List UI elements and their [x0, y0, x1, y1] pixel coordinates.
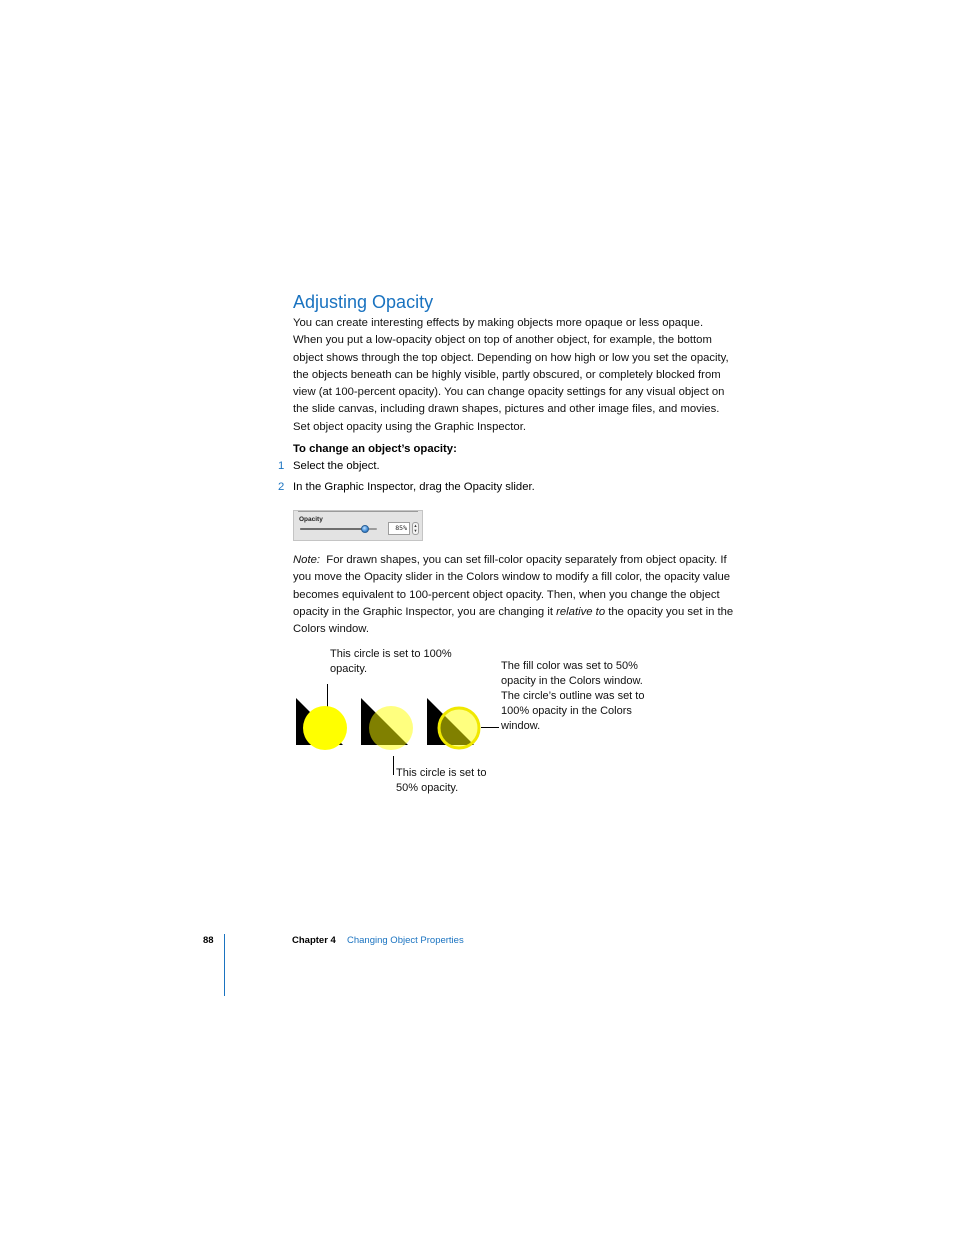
- step-text-1: Select the object.: [293, 460, 380, 472]
- caption-full-opacity: This circle is set to 100% opacity.: [330, 648, 452, 675]
- note-paragraph: [293, 552, 735, 638]
- opacity-slider-knob[interactable]: [361, 525, 369, 533]
- page-number: 88: [203, 935, 214, 946]
- step-number-1: 1: [278, 460, 285, 472]
- divider: [298, 511, 418, 512]
- opacity-value-field[interactable]: 85%: [388, 522, 410, 535]
- task-title: To change an object’s opacity:: [293, 443, 457, 455]
- note-label: Note:: [293, 554, 321, 566]
- opacity-stepper[interactable]: [412, 522, 419, 535]
- caption-half-opacity: This circle is set to 50% opacity.: [396, 767, 487, 794]
- circle-half-opacity: [369, 706, 413, 750]
- step-text-2: In the Graphic Inspector, drag the Opacity slider.: [293, 481, 535, 493]
- stepper-up-icon[interactable]: ▲: [413, 523, 418, 528]
- footer-divider: [224, 934, 225, 996]
- section-heading: Adjusting Opacity: [293, 292, 434, 312]
- circle-outline-opacity: [439, 708, 479, 748]
- note-emphasis: relative to: [556, 605, 606, 618]
- circle-full-opacity: [303, 706, 347, 750]
- opacity-slider[interactable]: [300, 528, 377, 530]
- opacity-control-screenshot: [293, 510, 423, 541]
- opacity-slider-fill: [300, 528, 365, 530]
- intro-paragraph: You can create interesting effects by making objects more opaque or less opaque. When you put a low-opacity object on top of another object, for example, the bottom object shows through the top object. Depending on how high or low you set the opacity, the objects beneath can be highly visible, partly obscured, or completely blocked from view (at 100-percent opacity). You can change opacity settings for any visual object on the slide canvas, including drawn shapes, pictures and other image files, and movies. Set object opacity using the Graphic Inspector.: [293, 317, 729, 433]
- stepper-down-icon[interactable]: ▼: [413, 528, 418, 533]
- note-text-after: the opacity you set in the Colors window.: [293, 605, 734, 636]
- caption-outline-opacity: The fill color was set to 50% opacity in the Colors window. The circle’s outline was set to 100% opacity in the Colors window.: [501, 660, 645, 732]
- chapter-label: Chapter 4: [292, 935, 336, 946]
- chapter-title: Changing Object Properties: [347, 935, 464, 946]
- opacity-figure: [280, 660, 520, 780]
- opacity-label: Opacity: [299, 516, 323, 523]
- step-number-2: 2: [278, 481, 285, 493]
- note-text-before: For drawn shapes, you can set fill-color opacity separately from object opacity. If you move the Opacity slider in the Colors window to modify a fill color, the opacity value becomes equivalent to 100-percent object opacity. Then, when you change the object opacity in the Graphic Inspector, you are changing it: [293, 554, 731, 618]
